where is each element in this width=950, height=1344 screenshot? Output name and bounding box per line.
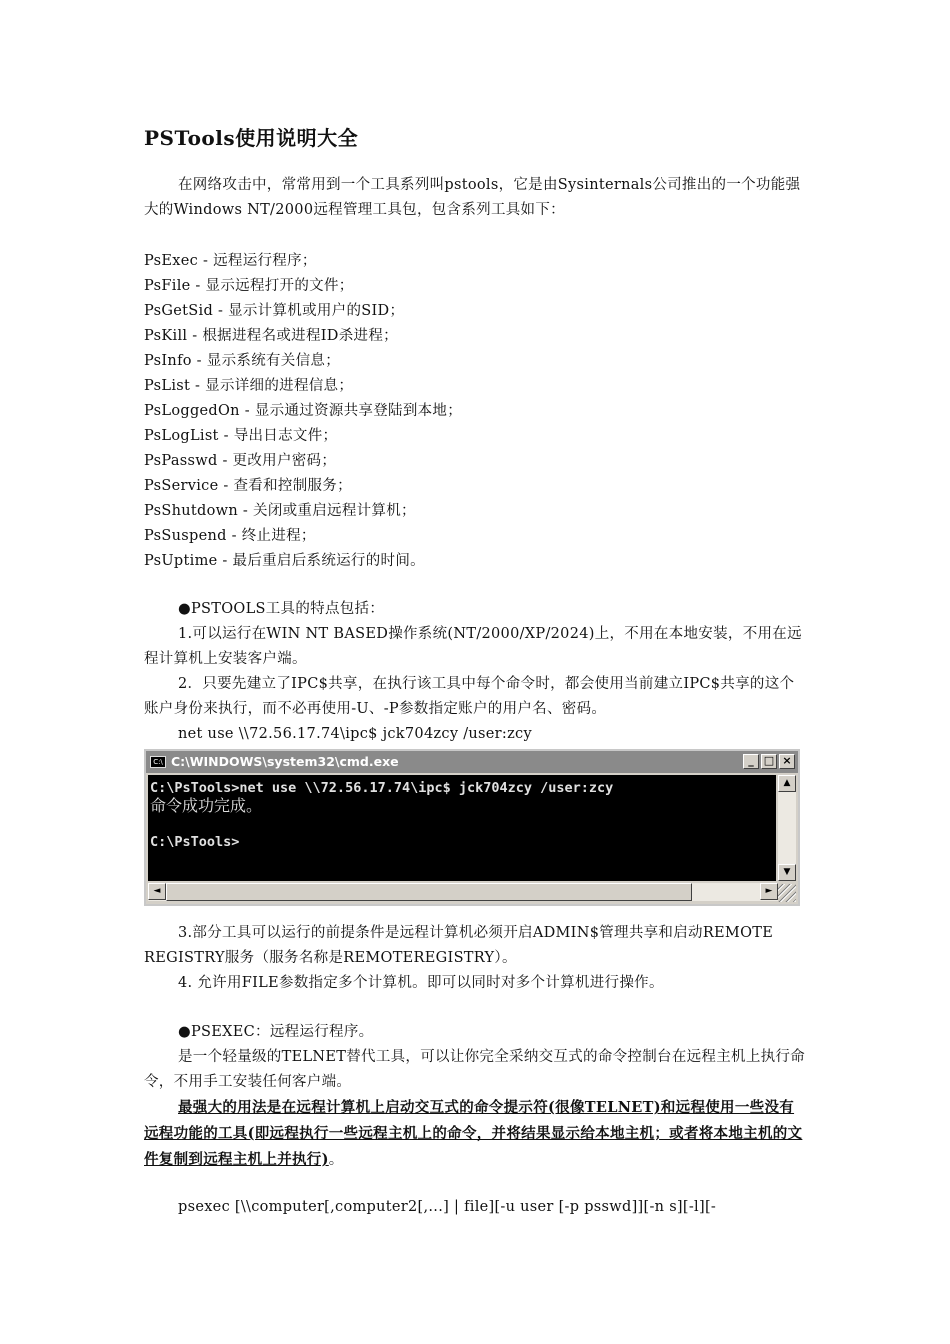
psexec-highlight-paragraph [144,1095,808,1173]
close-button[interactable]: × [779,754,795,769]
console-line: C:\PsTools> [150,834,240,850]
cmd-titlebar [146,751,798,773]
cmd-window-title: C:\WINDOWS\system32\cmd.exe [171,754,399,769]
scroll-left-arrow-icon[interactable]: ◄ [148,883,166,900]
psexec-strong-end: 。 [328,1152,344,1168]
tool-item: PsSuspend - 终止进程； [144,528,316,544]
scroll-down-arrow-icon[interactable]: ▼ [778,864,796,881]
cmd-window [144,749,800,906]
maximize-button[interactable]: □ [761,754,777,769]
tool-item: PsUptime - 最后重启后系统运行的时间。 [144,553,425,569]
tool-item: PsShutdown - 关闭或重启远程计算机； [144,503,416,519]
tool-item: PsLoggedOn - 显示通过资源共享登陆到本地； [144,403,463,419]
resize-grip-icon[interactable] [778,884,796,902]
horizontal-scrollbar[interactable] [148,883,778,901]
psexec-syntax: psexec [\\computer[,computer2[,...] | file][-u user [-p psswd]][-n s][-l][- [178,1199,717,1215]
features-heading: ●PSTOOLS工具的特点包括： [178,601,385,617]
feature-4: 4. 允许用FILE参数指定多个计算机。即可以同时对多个计算机进行操作。 [178,975,664,991]
scroll-right-arrow-icon[interactable]: ► [760,883,778,900]
tool-item: PsExec - 远程运行程序； [144,253,317,269]
tool-list [144,249,462,574]
window-controls [741,754,795,776]
tool-item: PsService - 查看和控制服务； [144,478,352,494]
scroll-up-arrow-icon[interactable]: ▲ [778,775,796,792]
net-use-command: net use \\72.56.17.74\ipc$ jck704zcy /user:zcy [178,726,532,742]
feature-2: 2．只要先建立了IPC$共享，在执行该工具中每个命令时，都会使用当前建立IPC$共享的这个账户身份来执行，而不必再使用-U、-P参数指定账户的用户名、密码。 [144,676,795,717]
console-line [150,815,774,833]
tool-item: PsLogList - 导出日志文件； [144,428,338,444]
console-icon: C:\ [150,756,166,768]
console-line: C:\PsTools>net use \\72.56.17.74\ipc$ jck704zcy /user:zcy [150,780,614,796]
minimize-button[interactable]: _ [743,754,759,769]
tool-item: PsFile - 显示远程打开的文件； [144,278,354,294]
console-output[interactable] [148,775,776,881]
tool-item: PsPasswd - 更改用户密码； [144,453,337,469]
psexec-strong-text: 最强大的用法是在远程计算机上启动交互式的命令提示符(很像TELNET)和远程使用一些没有远程功能的工具(即远程执行一些远程主机上的命令，并将结果显示给本地主机；或者将本地主机的文件复制到远程主机上并执行) [144,1099,803,1168]
horizontal-scroll-thumb[interactable] [166,883,692,901]
psexec-heading: ●PSEXEC：远程运行程序。 [178,1024,374,1040]
tool-item: PsInfo - 显示系统有关信息； [144,353,340,369]
console-line: 命令成功完成。 [150,796,263,815]
vertical-scrollbar[interactable] [778,775,796,881]
feature-3: 3.部分工具可以运行的前提条件是远程计算机必须开启ADMIN$管理共享和启动REMOTE REGISTRY服务（服务名称是REMOTEREGISTRY）。 [144,925,774,966]
tool-item: PsList - 显示详细的进程信息； [144,378,354,394]
tool-item: PsKill - 根据进程名或进程ID杀进程； [144,328,398,344]
intro-paragraph: 在网络攻击中，常常用到一个工具系列叫pstools，它是由Sysinternals公司推出的一个功能强大的Windows NT/2000远程管理工具包，包含系列工具如下： [144,177,801,218]
tool-item: PsGetSid - 显示计算机或用户的SID； [144,303,405,319]
psexec-description: 是一个轻量级的TELNET替代工具，可以让你完全采纳交互式的命令控制台在远程主机上执行命令，不用手工安装任何客户端。 [144,1049,806,1090]
document-title: PSTools使用说明大全 [144,126,359,150]
feature-1: 1.可以运行在WIN NT BASED操作系统(NT/2000/XP/2024)上，不用在本地安装，不用在远程计算机上安装客户端。 [144,626,802,667]
